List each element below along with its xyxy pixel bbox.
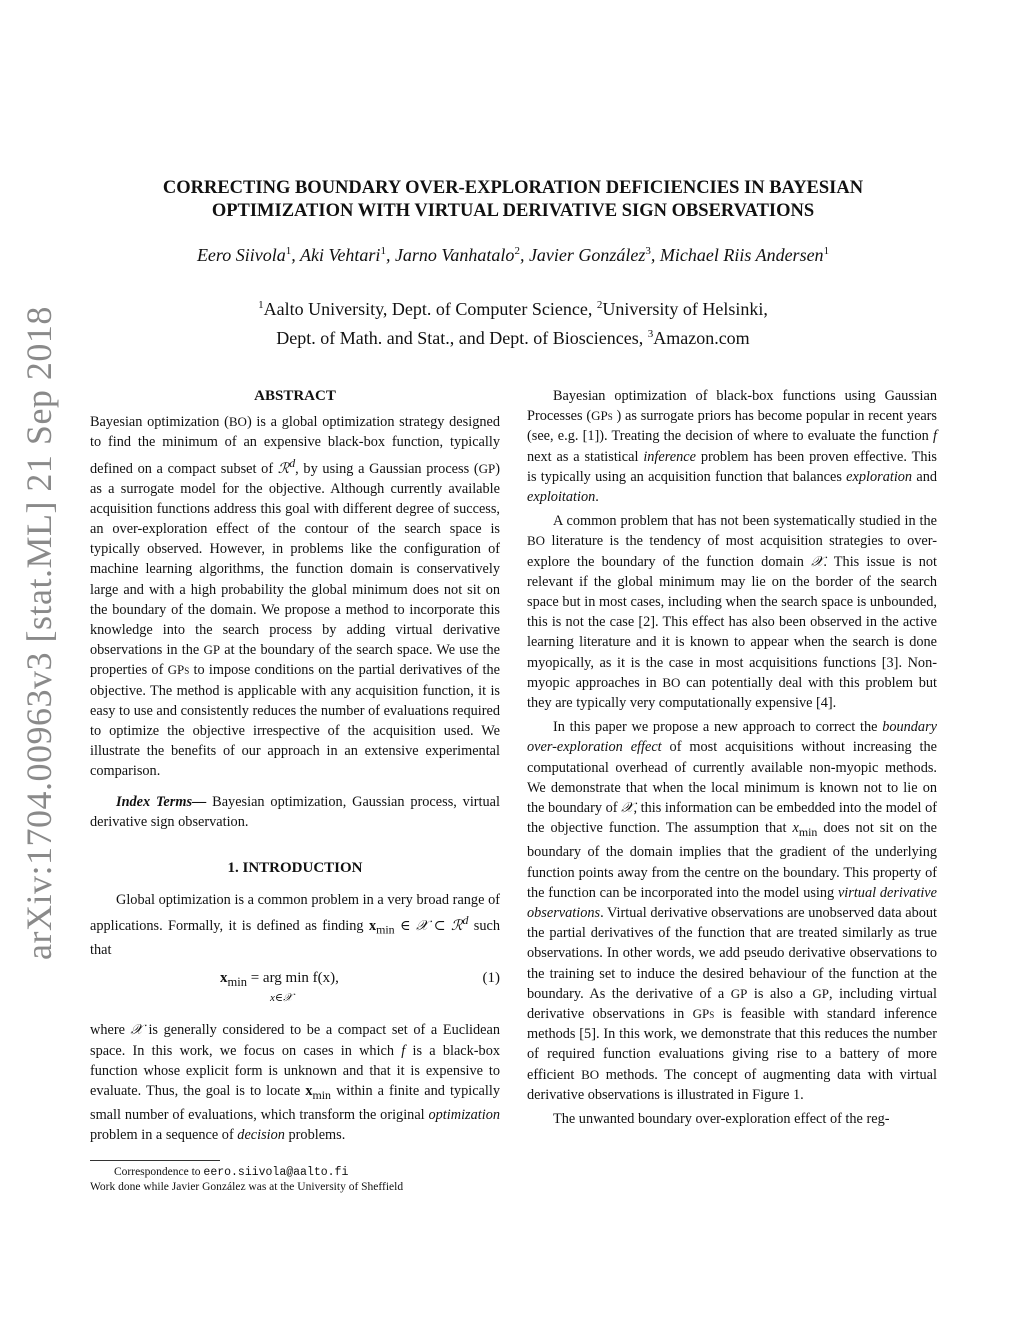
math-sup: d: [462, 913, 469, 928]
text-run: and: [912, 468, 937, 485]
right-paragraph-3: [527, 717, 937, 1105]
author-affil-sup: 2: [514, 245, 520, 257]
footnote-correspondence: [90, 1165, 500, 1180]
text-run: of most acquisitions without increasing the computational overhead of currently available non-myopic methods. We demonstrate that when the local minimum is known not to lie on the boundary of: [527, 739, 937, 817]
text-run: ) as surrogate priors has become popular in recent years (see, e.g. [1]). Treating the decision of where to evaluate the function: [527, 408, 937, 445]
acronym-bo: BO: [581, 1066, 600, 1082]
math-var: x: [305, 1083, 313, 1100]
text-run: .: [595, 489, 599, 506]
introduction-heading: 1. INTRODUCTION: [227, 860, 363, 877]
affiliation-line-1: [120, 293, 906, 322]
footnote-text: Correspondence to: [114, 1165, 204, 1178]
right-column: [527, 386, 937, 1129]
acronym-gps: GPs: [591, 408, 613, 424]
affiliations: [120, 293, 906, 351]
emphasis: boundary over-exploration effect: [527, 719, 937, 756]
text-run: ∈: [394, 918, 416, 935]
author-name: Javier González: [528, 245, 646, 265]
text-run: next as a statistical: [527, 448, 644, 465]
abstract-text: [90, 412, 500, 781]
affil-text: Dept. of Math. and Stat., and Dept. of Biosciences,: [276, 328, 648, 348]
math-sub: min: [312, 1087, 332, 1102]
author-name: Eero Siivola: [196, 245, 286, 265]
right-paragraph-2: [527, 511, 937, 713]
math-var: x: [220, 970, 228, 987]
text-run: , by using a Gaussian process (: [295, 460, 479, 477]
affil-sup: 1: [258, 299, 264, 311]
acronym-bo: BO: [662, 674, 681, 690]
text-run: can potentially deal with this problem but they are typically very computationally expensive [4].: [527, 674, 937, 712]
acronym-gp: GP: [478, 460, 496, 476]
equation-rhs: = arg min f(x),: [246, 970, 339, 987]
text-run: methods. The concept of augmenting data with virtual derivative observations is illustrated in Figure 1.: [527, 1066, 937, 1103]
text-run: is generally considered to be a compact set of a Euclidean space. In this work, we focus on cases in which: [90, 1022, 500, 1059]
author-affil-sup: 1: [380, 245, 386, 257]
text-run: where: [90, 1022, 131, 1039]
affil-text: Aalto University, Dept. of Computer Science,: [263, 299, 597, 319]
text-run: A common problem that has not been systematically studied in the: [553, 513, 937, 530]
math-symbol: 𝒳: [811, 553, 824, 570]
index-terms-text: Bayesian optimization, Gaussian process, virtual derivative sign observation.: [90, 793, 500, 830]
emphasis: decision: [237, 1127, 285, 1144]
author: Jarno Vanhatalo$^2$,: [394, 245, 529, 265]
arxiv-stamp[interactable]: arXiv:1704.00963v3 [stat.ML] 21 Sep 2018: [19, 306, 59, 960]
emphasis: optimization: [428, 1107, 500, 1124]
text-run: such that: [90, 918, 500, 959]
text-run: Global optimization is a common problem in a very broad range of applications. Formally, it is defined as finding: [90, 892, 500, 935]
text-run: within a finite and typically small number of evaluations, which transform the original: [90, 1083, 500, 1124]
author-name: Michael Riis Andersen: [659, 245, 824, 265]
text-run: Bayesian optimization (: [90, 414, 229, 431]
math-var: x: [792, 820, 799, 837]
text-run: problem has been proven effective. This is typically using an acquisition function that balances: [527, 448, 937, 485]
text-run: does not sit on the boundary of the domain implies that the gradient of the underlying function points away from the centre on the boundary. This property of the function can be incorporated into the model using: [527, 820, 937, 901]
email-link[interactable]: eero.siivola@aalto.fi: [203, 1165, 349, 1179]
affil-text: Amazon.com: [653, 328, 750, 348]
author: Eero Siivola$^1$,: [196, 245, 300, 265]
left-column: [90, 386, 500, 1195]
text-run: is a black-box function whose explicit form is unknown and that it is expensive to evaluate. Thus, the goal is to locate: [90, 1042, 500, 1100]
text-run: , including virtual derivative observations in: [527, 985, 937, 1022]
text-run: is also a: [747, 985, 813, 1002]
math-symbol: 𝒳: [621, 800, 634, 817]
affil-sup: 2: [596, 299, 603, 311]
footnote-work-done: Work done while Javier González was at the University of Sheffield: [90, 1180, 404, 1193]
title-line-2: OPTIMIZATION WITH VIRTUAL DERIVATIVE SIGN OBSERVATIONS: [211, 201, 815, 221]
text-run: problem in a sequence of: [90, 1127, 238, 1144]
acronym-bo: BO: [228, 414, 247, 430]
author-name: Aki Vehtari: [299, 245, 381, 265]
abstract-heading: ABSTRACT: [254, 388, 336, 404]
math-var: f: [933, 428, 937, 445]
text-run: literature is the tendency of most acquisition strategies to over-explore the boundary of the function domain: [527, 533, 937, 570]
emphasis: inference: [643, 448, 696, 465]
text-run: problems.: [284, 1127, 346, 1144]
affil-text: University of Helsinki,: [602, 299, 768, 319]
acronym-gps: GPs: [167, 662, 190, 678]
author-name: Jarno Vanhatalo: [394, 245, 515, 265]
author-affil-sup: 1: [823, 245, 830, 257]
text-run: . Virtual derivative observations are unobserved data about the partial derivatives of the function that are treated similarly as true observations. In other words, we add pseudo derivative observations to the training set to induce the desired behaviour of the function at the boundary. As the derivative of a: [527, 904, 937, 1002]
text-run: , this information can be embedded into the model of the objective function. The assumption that: [527, 800, 937, 837]
emphasis: exploration: [846, 468, 913, 485]
author-affil-sup: 1: [285, 245, 292, 257]
emphasis: virtual derivative observations: [527, 884, 937, 921]
author-affil-sup: 3: [645, 245, 651, 257]
emphasis: exploitation: [527, 489, 596, 506]
acronym-gp: GP: [730, 985, 748, 1001]
index-terms: [90, 792, 500, 832]
math-sub: min: [798, 825, 818, 840]
intro-paragraph-2: [90, 1020, 500, 1145]
right-paragraph-4: The unwanted boundary over-exploration effect of the reg-: [553, 1110, 890, 1127]
author-list: [120, 245, 906, 266]
math-sup: d: [289, 455, 296, 470]
acronym-gp: GP: [812, 985, 830, 1001]
text-run: is feasible with standard inference methods [5]. In this work, we demonstrate that this reduces the number of required function evaluations giving rise to a battery of more efficient: [527, 1005, 937, 1083]
equation-number: (1): [482, 970, 500, 987]
text-run: ⊂: [428, 918, 452, 935]
author: Javier González$^3$,: [528, 245, 660, 265]
math-symbol: ℛ: [451, 918, 463, 935]
math-sub: min: [227, 975, 247, 990]
footnote-divider: [90, 1160, 220, 1161]
equation-under: x∈𝒳: [270, 992, 293, 1005]
math-symbol: 𝒳: [130, 1022, 143, 1039]
acronym-gp: GP: [203, 642, 221, 658]
index-terms-label: Index Terms—: [116, 793, 207, 810]
text-run: Bayesian optimization of black-box functions using Gaussian Processes (: [527, 388, 937, 425]
text-run: ) is a global optimization strategy designed to find the minimum of an expensive black-box function, typically defined on a compact subset of: [90, 414, 500, 477]
math-var: x: [368, 918, 377, 935]
affiliation-line-2: [120, 322, 906, 351]
math-symbol: ℛ: [277, 460, 290, 477]
acronym-bo: BO: [527, 533, 546, 549]
math-var: f: [401, 1042, 406, 1059]
text-run: In this paper we propose a new approach to correct the: [553, 719, 883, 736]
title-line-1: CORRECTING BOUNDARY OVER-EXPLORATION DEFICIENCIES IN BAYESIAN: [162, 178, 864, 198]
text-run: to impose conditions on the partial derivatives of the objective. The method is applicable with any acquisition function, it is easy to use and consistently reduces the number of evaluations required to optimize the objective irrespective of the acquisition used. We illustrate the benefits of our approach in an extensive experimental comparison.: [90, 662, 500, 780]
intro-paragraph-1: [90, 890, 500, 960]
paper-title: [120, 177, 906, 223]
math-symbol: 𝒳: [415, 918, 429, 935]
math-sub: min: [376, 923, 395, 938]
author: Aki Vehtari$^1$,: [299, 245, 395, 265]
equation-1: [90, 968, 500, 1010]
text-run: . This issue is not relevant if the global minimum may lie on the border of the search space but in most cases, including when the search space is unbounded, this is not the case [2]. This effect has also been observed in the active learning literature and it is known to appear when the search is done myopically, as it is the case in most acquisitions functions [3]. Non-myopic approaches in: [527, 553, 937, 691]
text-run: at the boundary of the search space. We use the properties of: [90, 642, 500, 679]
acronym-gps: GPs: [692, 1005, 715, 1021]
text-run: ) as a surrogate model for the objective. Although currently available acquisition functions address this goal with different degree of success, an over-exploration effect of the contour of the search space is typically observed. However, in problems like the configuration of machine learning algorithms, the function domain is conservatively large and with a high probability the global minimum does not sit on the boundary of the domain. We propose a method to incorporate this knowledge into the search process by adding virtual derivative observations in the: [90, 460, 500, 659]
right-paragraph-1: [527, 386, 937, 507]
author: [660, 245, 829, 265]
affil-sup: 3: [647, 328, 654, 340]
